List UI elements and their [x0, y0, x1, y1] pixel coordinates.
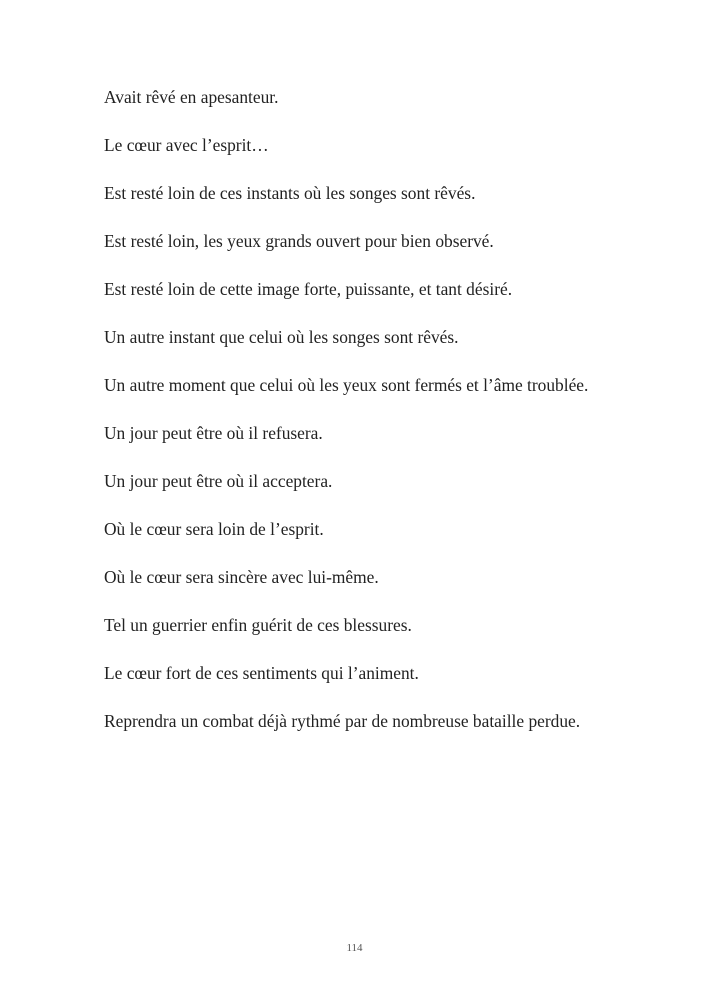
poem-text [104, 84, 605, 756]
poem-line: Un autre moment que celui où les yeux sont fermés et l’âme troublée. [104, 375, 589, 395]
poem-line: Avait rêvé en apesanteur. [104, 87, 279, 107]
poem-line: Tel un guerrier enfin guérit de ces blessures. [104, 615, 412, 635]
poem-line: Est resté loin, les yeux grands ouvert pour bien observé. [104, 231, 494, 251]
poem-line: Reprendra un combat déjà rythmé par de nombreuse bataille perdue. [104, 711, 581, 731]
poem-line: Où le cœur sera sincère avec lui-même. [104, 567, 379, 587]
poem-line: Un autre instant que celui où les songes sont rêvés. [104, 327, 459, 347]
poem-line: Un jour peut être où il refusera. [104, 423, 323, 443]
poem-line: Un jour peut être où il acceptera. [104, 471, 333, 491]
poem-line: Le cœur avec l’esprit… [104, 135, 269, 155]
poem-line: Où le cœur sera loin de l’esprit. [104, 519, 324, 539]
page-number: 114 [346, 942, 363, 954]
poem-line: Le cœur fort de ces sentiments qui l’animent. [104, 663, 419, 683]
poem-line: Est resté loin de ces instants où les songes sont rêvés. [104, 183, 476, 203]
poem-line: Est resté loin de cette image forte, puissante, et tant désiré. [104, 279, 513, 299]
